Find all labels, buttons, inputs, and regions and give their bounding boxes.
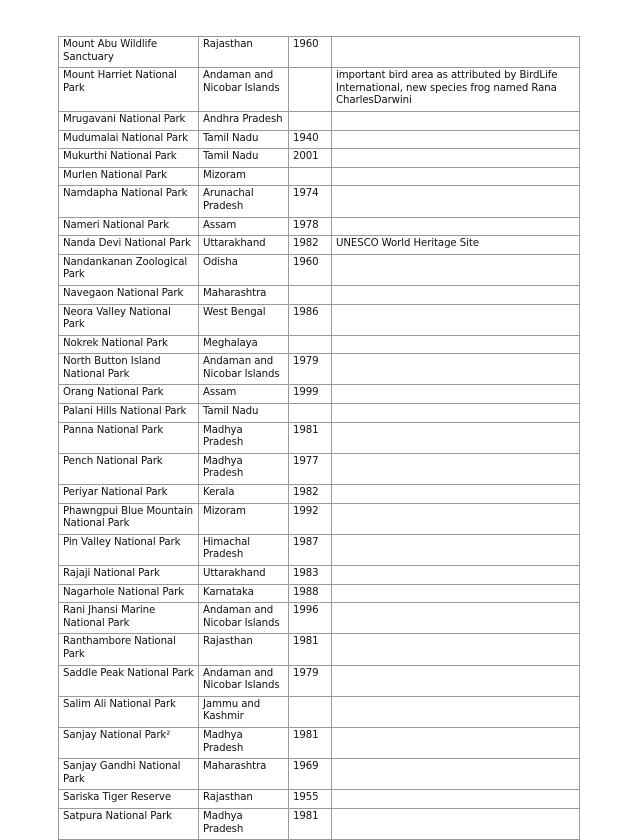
state-cell: Andaman and Nicobar Islands xyxy=(199,665,289,696)
table-row xyxy=(59,759,580,790)
state-cell: Madhya Pradesh xyxy=(199,422,289,453)
state-cell: Andaman and Nicobar Islands xyxy=(199,354,289,385)
state-cell: Tamil Nadu xyxy=(199,149,289,168)
state-cell: Rajasthan xyxy=(199,790,289,809)
table-row xyxy=(59,485,580,504)
year-established-cell: 1982 xyxy=(289,485,332,504)
notes-cell xyxy=(332,422,580,453)
state-cell: Tamil Nadu xyxy=(199,130,289,149)
notes-cell xyxy=(332,696,580,727)
notes-cell xyxy=(332,503,580,534)
state-cell: Andaman and Nicobar Islands xyxy=(199,603,289,634)
table-row xyxy=(59,603,580,634)
year-established-cell xyxy=(289,167,332,186)
notes-cell xyxy=(332,665,580,696)
park-name-cell: Rajaji National Park xyxy=(59,566,199,585)
state-cell: Madhya Pradesh xyxy=(199,453,289,484)
year-established-cell: 1981 xyxy=(289,808,332,839)
notes-cell xyxy=(332,304,580,335)
year-established-cell xyxy=(289,68,332,112)
table-row xyxy=(59,665,580,696)
table-row xyxy=(59,566,580,585)
notes-cell xyxy=(332,603,580,634)
notes-cell xyxy=(332,149,580,168)
table-row xyxy=(59,534,580,565)
park-name-cell: Nokrek National Park xyxy=(59,335,199,354)
year-established-cell: 1978 xyxy=(289,217,332,236)
year-established-cell: 1955 xyxy=(289,790,332,809)
table-row xyxy=(59,37,580,68)
table-row xyxy=(59,808,580,839)
state-cell: Tamil Nadu xyxy=(199,404,289,423)
notes-cell xyxy=(332,759,580,790)
state-cell: Rajasthan xyxy=(199,634,289,665)
notes-cell xyxy=(332,130,580,149)
notes-cell: important bird area as attributed by BirdLife International, new species frog named Rana CharlesDarwini xyxy=(332,68,580,112)
table-row xyxy=(59,149,580,168)
notes-cell xyxy=(332,808,580,839)
park-name-cell: Navegaon National Park xyxy=(59,285,199,304)
notes-cell xyxy=(332,485,580,504)
notes-cell: UNESCO World Heritage Site xyxy=(332,236,580,255)
park-name-cell: Ranthambore National Park xyxy=(59,634,199,665)
park-name-cell: Mount Abu Wildlife Sanctuary xyxy=(59,37,199,68)
table-row xyxy=(59,503,580,534)
year-established-cell: 1999 xyxy=(289,385,332,404)
notes-cell xyxy=(332,354,580,385)
park-name-cell: Mukurthi National Park xyxy=(59,149,199,168)
table-row xyxy=(59,130,580,149)
park-name-cell: Nandankanan Zoological Park xyxy=(59,254,199,285)
year-established-cell: 1987 xyxy=(289,534,332,565)
notes-cell xyxy=(332,186,580,217)
park-name-cell: Murlen National Park xyxy=(59,167,199,186)
state-cell: Assam xyxy=(199,217,289,236)
year-established-cell: 1940 xyxy=(289,130,332,149)
notes-cell xyxy=(332,285,580,304)
year-established-cell: 1979 xyxy=(289,665,332,696)
notes-cell xyxy=(332,111,580,130)
park-name-cell: Salim Ali National Park xyxy=(59,696,199,727)
park-name-cell: Nanda Devi National Park xyxy=(59,236,199,255)
year-established-cell xyxy=(289,696,332,727)
state-cell: Madhya Pradesh xyxy=(199,808,289,839)
state-cell: Arunachal Pradesh xyxy=(199,186,289,217)
national-parks-table xyxy=(58,36,580,840)
park-name-cell: Phawngpui Blue Mountain National Park xyxy=(59,503,199,534)
park-name-cell: Satpura National Park xyxy=(59,808,199,839)
year-established-cell: 1977 xyxy=(289,453,332,484)
park-name-cell: Rani Jhansi Marine National Park xyxy=(59,603,199,634)
state-cell: Assam xyxy=(199,385,289,404)
state-cell: Odisha xyxy=(199,254,289,285)
park-name-cell: Mount Harriet National Park xyxy=(59,68,199,112)
park-name-cell: Namdapha National Park xyxy=(59,186,199,217)
park-name-cell: Palani Hills National Park xyxy=(59,404,199,423)
year-established-cell: 2001 xyxy=(289,149,332,168)
year-established-cell: 1992 xyxy=(289,503,332,534)
table-row xyxy=(59,422,580,453)
table-row xyxy=(59,167,580,186)
year-established-cell: 1981 xyxy=(289,634,332,665)
year-established-cell: 1960 xyxy=(289,37,332,68)
park-name-cell: Pench National Park xyxy=(59,453,199,484)
state-cell: Karnataka xyxy=(199,584,289,603)
year-established-cell: 1969 xyxy=(289,759,332,790)
notes-cell xyxy=(332,385,580,404)
table-row xyxy=(59,254,580,285)
park-name-cell: Sariska Tiger Reserve xyxy=(59,790,199,809)
park-name-cell: Sanjay National Park² xyxy=(59,727,199,758)
year-established-cell: 1974 xyxy=(289,186,332,217)
table-body xyxy=(59,37,580,840)
notes-cell xyxy=(332,534,580,565)
notes-cell xyxy=(332,727,580,758)
table-row xyxy=(59,790,580,809)
year-established-cell xyxy=(289,404,332,423)
state-cell: Rajasthan xyxy=(199,37,289,68)
table-row xyxy=(59,68,580,112)
park-name-cell: Periyar National Park xyxy=(59,485,199,504)
notes-cell xyxy=(332,404,580,423)
park-name-cell: Nagarhole National Park xyxy=(59,584,199,603)
state-cell: Andhra Pradesh xyxy=(199,111,289,130)
notes-cell xyxy=(332,254,580,285)
state-cell: West Bengal xyxy=(199,304,289,335)
table-row xyxy=(59,304,580,335)
table-row xyxy=(59,634,580,665)
table-row xyxy=(59,727,580,758)
state-cell: Mizoram xyxy=(199,503,289,534)
park-name-cell: North Button Island National Park xyxy=(59,354,199,385)
park-name-cell: Orang National Park xyxy=(59,385,199,404)
table-row xyxy=(59,453,580,484)
park-name-cell: Mudumalai National Park xyxy=(59,130,199,149)
notes-cell xyxy=(332,37,580,68)
state-cell: Kerala xyxy=(199,485,289,504)
state-cell: Jammu and Kashmir xyxy=(199,696,289,727)
state-cell: Meghalaya xyxy=(199,335,289,354)
table-row xyxy=(59,285,580,304)
notes-cell xyxy=(332,634,580,665)
notes-cell xyxy=(332,453,580,484)
table-row xyxy=(59,335,580,354)
year-established-cell: 1983 xyxy=(289,566,332,585)
year-established-cell xyxy=(289,285,332,304)
table-row xyxy=(59,354,580,385)
notes-cell xyxy=(332,167,580,186)
notes-cell xyxy=(332,335,580,354)
year-established-cell xyxy=(289,335,332,354)
year-established-cell: 1986 xyxy=(289,304,332,335)
state-cell: Himachal Pradesh xyxy=(199,534,289,565)
year-established-cell: 1996 xyxy=(289,603,332,634)
year-established-cell: 1960 xyxy=(289,254,332,285)
park-name-cell: Saddle Peak National Park xyxy=(59,665,199,696)
notes-cell xyxy=(332,217,580,236)
state-cell: Andaman and Nicobar Islands xyxy=(199,68,289,112)
park-name-cell: Pin Valley National Park xyxy=(59,534,199,565)
table-row xyxy=(59,404,580,423)
table-row xyxy=(59,186,580,217)
state-cell: Uttarakhand xyxy=(199,566,289,585)
table-row xyxy=(59,584,580,603)
year-established-cell: 1988 xyxy=(289,584,332,603)
park-name-cell: Neora Valley National Park xyxy=(59,304,199,335)
notes-cell xyxy=(332,566,580,585)
year-established-cell: 1982 xyxy=(289,236,332,255)
state-cell: Uttarakhand xyxy=(199,236,289,255)
park-name-cell: Nameri National Park xyxy=(59,217,199,236)
state-cell: Maharashtra xyxy=(199,759,289,790)
year-established-cell: 1981 xyxy=(289,727,332,758)
table-row xyxy=(59,111,580,130)
table-row xyxy=(59,385,580,404)
year-established-cell: 1979 xyxy=(289,354,332,385)
state-cell: Madhya Pradesh xyxy=(199,727,289,758)
year-established-cell: 1981 xyxy=(289,422,332,453)
park-name-cell: Mrugavani National Park xyxy=(59,111,199,130)
table-row xyxy=(59,696,580,727)
park-name-cell: Panna National Park xyxy=(59,422,199,453)
year-established-cell xyxy=(289,111,332,130)
state-cell: Maharashtra xyxy=(199,285,289,304)
notes-cell xyxy=(332,790,580,809)
table-row xyxy=(59,236,580,255)
park-name-cell: Sanjay Gandhi National Park xyxy=(59,759,199,790)
state-cell: Mizoram xyxy=(199,167,289,186)
notes-cell xyxy=(332,584,580,603)
table-row xyxy=(59,217,580,236)
